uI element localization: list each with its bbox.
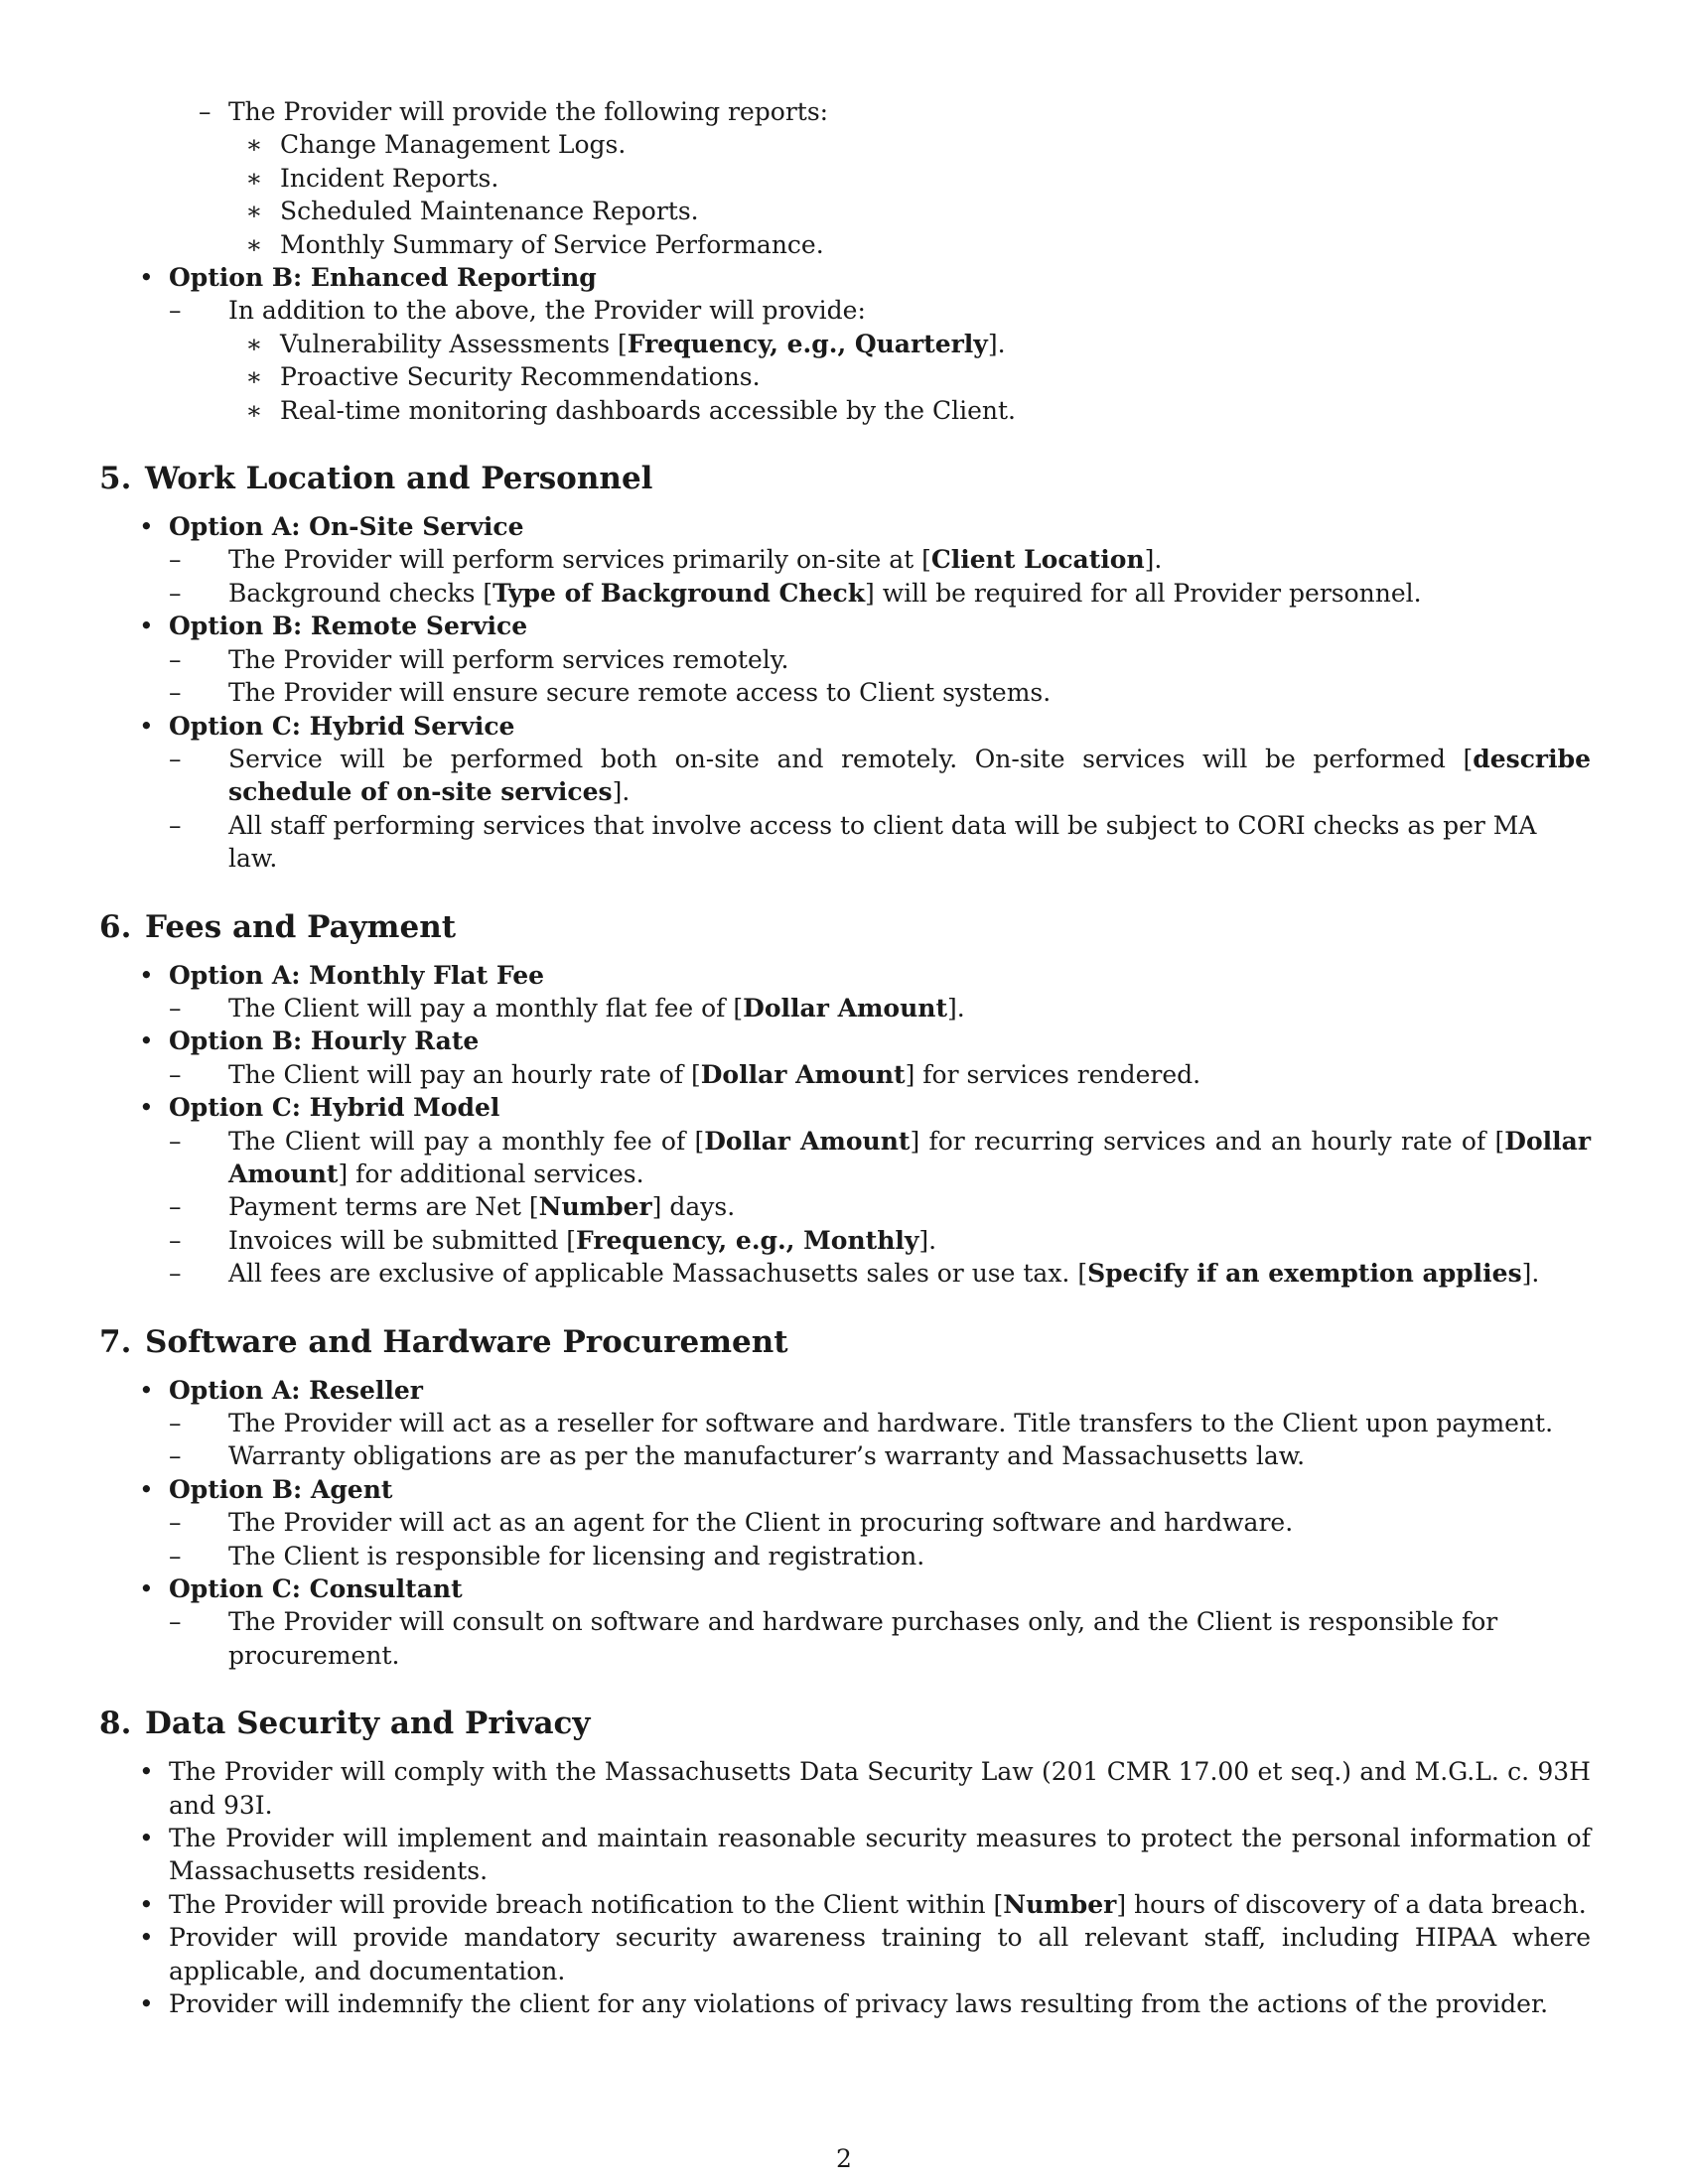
- dash-marker: –: [169, 810, 182, 840]
- list-item: [99, 1572, 1591, 1672]
- option-title: Option C: Hybrid Service: [169, 711, 515, 741]
- reports-sublist: [228, 128, 1591, 261]
- clause-list: [99, 1755, 1591, 2020]
- list-item: [169, 1439, 1591, 1472]
- list-text: The Provider will consult on software and hardware purchases only, and the Client is responsible for procurement.: [228, 1607, 1498, 1670]
- placeholder-field: Number: [538, 1192, 652, 1222]
- list-text: The Provider will comply with the Massachusetts Data Security Law (201 CMR 17.00 et seq.) and M.G.L. c. 93H and 93I.: [169, 1757, 1591, 1820]
- dash-marker: –: [169, 1508, 182, 1538]
- list-text: ].: [612, 777, 631, 807]
- list-item: [169, 743, 1591, 809]
- list-item: [169, 1506, 1591, 1539]
- option-title: Option B: Hourly Rate: [169, 1026, 480, 1056]
- list-text: ] for additional services.: [338, 1159, 644, 1188]
- bullet-marker: •: [139, 1474, 154, 1504]
- list-item: [169, 1190, 1591, 1223]
- list-text: Payment terms are Net [: [228, 1192, 539, 1222]
- report-item: Scheduled Maintenance Reports.: [280, 197, 699, 226]
- option-list: [99, 1374, 1591, 1673]
- report-item: Change Management Logs.: [280, 130, 627, 160]
- bullet-marker: •: [139, 1757, 154, 1787]
- placeholder-field: Client Location: [930, 545, 1145, 575]
- bullet-marker: •: [139, 1824, 154, 1853]
- report-item: Incident Reports.: [280, 163, 499, 193]
- list-item: [228, 162, 1591, 195]
- list-item: [228, 128, 1591, 161]
- list-item: [99, 510, 1591, 610]
- option-title: Option A: Reseller: [169, 1375, 423, 1405]
- list-item: [99, 1473, 1591, 1572]
- option-list: [99, 510, 1591, 875]
- star-marker: ∗: [245, 362, 263, 392]
- list-item: [169, 1407, 1591, 1439]
- list-item: [228, 360, 1591, 393]
- placeholder-field: Dollar Amount: [228, 1126, 1591, 1188]
- bullet-marker: •: [139, 263, 154, 293]
- placeholder-field: Type of Background Check: [492, 578, 866, 608]
- list-item: [169, 294, 1591, 427]
- list-text: Vulnerability Assessments [: [280, 329, 628, 358]
- list-text: ].: [1144, 545, 1163, 575]
- bullet-marker: •: [139, 960, 154, 990]
- dash-marker: –: [169, 744, 182, 773]
- list-text: The Provider will implement and maintain reasonable security measures to protect the personal information of Massachusetts residents.: [169, 1824, 1591, 1886]
- bullet-marker: •: [139, 1375, 154, 1405]
- reports-intro: The Provider will provide the following reports:: [228, 97, 829, 126]
- list-text: Background checks [: [228, 578, 493, 608]
- list-item: [99, 1091, 1591, 1290]
- list-text: Invoices will be submitted [: [228, 1225, 577, 1255]
- list-item: [169, 1224, 1591, 1257]
- list-text: ].: [947, 993, 965, 1023]
- dash-marker: –: [169, 1059, 182, 1089]
- list-text: The Provider will ensure secure remote access to Client systems.: [228, 678, 1052, 708]
- list-item: [228, 328, 1591, 360]
- list-item: [228, 228, 1591, 261]
- option-list: [99, 959, 1591, 1291]
- list-item: [99, 1374, 1591, 1473]
- section-title: Work Location and Personnel: [145, 461, 653, 497]
- option-sublist: [169, 1407, 1591, 1473]
- list-text: The Provider will act as a reseller for software and hardware. Title transfers to the Client upon payment.: [228, 1409, 1554, 1437]
- section-heading: [99, 459, 1591, 498]
- section-number: 8.: [99, 1706, 132, 1742]
- list-item: [169, 1605, 1591, 1672]
- dash-marker: –: [169, 1192, 182, 1222]
- report-item: Monthly Summary of Service Performance.: [280, 229, 824, 259]
- option-sublist: [169, 1605, 1591, 1672]
- bullet-marker: •: [139, 1923, 154, 1953]
- option-title: Option C: Hybrid Model: [169, 1093, 500, 1123]
- section-number: 5.: [99, 461, 132, 497]
- section-6: [99, 907, 1591, 1291]
- list-item: [169, 1257, 1591, 1290]
- list-item: [99, 1921, 1591, 1987]
- placeholder-field: describe schedule of on-site services: [228, 744, 1591, 807]
- list-item: [169, 577, 1591, 610]
- dash-marker: –: [169, 1607, 182, 1637]
- list-item: [99, 1822, 1591, 1888]
- placeholder-field: Specify if an exemption applies: [1087, 1259, 1522, 1289]
- list-item: [99, 1024, 1591, 1091]
- list-text: The Provider will perform services remotely.: [228, 644, 789, 674]
- list-item: [169, 1125, 1591, 1191]
- dash-marker: –: [169, 1126, 182, 1156]
- placeholder-field: Number: [1003, 1889, 1117, 1919]
- star-marker: ∗: [245, 329, 263, 358]
- section-title: Data Security and Privacy: [145, 1706, 591, 1742]
- option-title: Option B: Remote Service: [169, 612, 528, 641]
- list-item: [199, 95, 1591, 261]
- list-text: All staff performing services that involve access to client data will be subject to CORI checks as per MA law.: [228, 810, 1537, 874]
- list-text: The Provider will act as an agent for the Client in procuring software and hardware.: [228, 1508, 1294, 1538]
- list-text: ] for recurring services and an hourly rate of [: [910, 1126, 1505, 1156]
- bullet-marker: •: [139, 1989, 154, 2019]
- option-sublist: [169, 1058, 1591, 1091]
- list-item: [169, 643, 1591, 676]
- dash-marker: –: [169, 993, 182, 1023]
- list-text: All fees are exclusive of applicable Massachusetts sales or use tax. [: [228, 1259, 1088, 1289]
- list-text: ].: [1521, 1259, 1540, 1289]
- dash-marker: –: [169, 545, 182, 575]
- list-text: The Provider will provide breach notification to the Client within [: [169, 1889, 1004, 1919]
- section-title: Fees and Payment: [145, 908, 457, 945]
- list-item: [169, 543, 1591, 576]
- list-item: [169, 1540, 1591, 1572]
- bullet-marker: •: [139, 1026, 154, 1056]
- option-title: Option B: Enhanced Reporting: [169, 263, 597, 293]
- placeholder-field: Frequency, e.g., Monthly: [576, 1225, 919, 1255]
- list-item: [99, 1755, 1591, 1822]
- list-text: ] will be required for all Provider personnel.: [865, 578, 1422, 608]
- list-text: Provider will indemnify the client for any violations of privacy laws resulting from the actions of the provider.: [169, 1989, 1549, 2019]
- list-text: The Client will pay a monthly fee of [: [228, 1126, 705, 1156]
- dash-marker: –: [169, 1441, 182, 1471]
- list-item: [99, 710, 1591, 876]
- list-text: Warranty obligations are as per the manufacturer’s warranty and Massachusetts law.: [228, 1441, 1306, 1471]
- bullet-marker: •: [139, 1889, 154, 1919]
- option-sublist: [169, 1125, 1591, 1291]
- list-item: [169, 992, 1591, 1024]
- list-text: Real-time monitoring dashboards accessible by the Client.: [280, 395, 1017, 425]
- list-item: [228, 195, 1591, 227]
- dash-marker: –: [169, 644, 182, 674]
- dash-marker: –: [169, 1409, 182, 1437]
- dash-marker: –: [169, 1259, 182, 1289]
- list-text: The Client will pay a monthly flat fee of [: [228, 993, 744, 1023]
- reports-list: [199, 95, 1591, 261]
- section-title: Software and Hardware Procurement: [145, 1323, 788, 1360]
- list-text: ] hours of discovery of a data breach.: [1116, 1889, 1587, 1919]
- list-item: [169, 1058, 1591, 1091]
- placeholder-field: Dollar Amount: [743, 993, 947, 1023]
- list-text: The Client is responsible for licensing and registration.: [228, 1541, 925, 1570]
- option-title: Option A: Monthly Flat Fee: [169, 960, 545, 990]
- star-marker: ∗: [245, 130, 263, 160]
- list-text: ].: [987, 329, 1006, 358]
- dash-marker: –: [169, 1541, 182, 1570]
- list-text: The Client will pay an hourly rate of [: [228, 1059, 701, 1089]
- star-marker: ∗: [245, 395, 263, 425]
- placeholder-field: Dollar Amount: [700, 1059, 906, 1089]
- bullet-marker: •: [139, 711, 154, 741]
- page-number: 2: [836, 2144, 852, 2173]
- option-title: Option B: Agent: [169, 1474, 393, 1504]
- option-title: Option C: Consultant: [169, 1574, 463, 1604]
- option-sublist: [169, 743, 1591, 876]
- star-marker: ∗: [245, 229, 263, 259]
- list-text: Provider will provide mandatory security awareness training to all relevant staff, including HIPAA where applicable, and documentation.: [169, 1923, 1591, 1985]
- star-marker: ∗: [245, 197, 263, 226]
- option-sublist: [169, 294, 1591, 427]
- option-title: Option A: On-Site Service: [169, 512, 524, 542]
- section-8: [99, 1704, 1591, 2020]
- list-text: ].: [918, 1225, 937, 1255]
- list-item: [169, 809, 1591, 876]
- section-heading: [99, 907, 1591, 947]
- bullet-marker: •: [139, 512, 154, 542]
- option-sublist: [169, 992, 1591, 1024]
- option-sublist: [169, 643, 1591, 710]
- list-item: [99, 1987, 1591, 2020]
- list-text: ] days.: [651, 1192, 736, 1222]
- list-item: [99, 959, 1591, 1025]
- dash-marker: –: [169, 678, 182, 708]
- list-item: [228, 394, 1591, 427]
- list-text: In addition to the above, the Provider will provide:: [228, 296, 866, 326]
- list-text: Proactive Security Recommendations.: [280, 362, 761, 392]
- list-text: ] for services rendered.: [905, 1059, 1201, 1089]
- section-heading: [99, 1704, 1591, 1743]
- list-text: Service will be performed both on-site and remotely. On-site services will be performed [: [228, 744, 1474, 773]
- section-number: 7.: [99, 1323, 132, 1360]
- placeholder-field: Dollar Amount: [704, 1126, 911, 1156]
- section-heading: [99, 1322, 1591, 1362]
- list-item: [169, 676, 1591, 709]
- bullet-marker: •: [139, 1574, 154, 1604]
- list-item: [99, 261, 1591, 427]
- option-sublist: [169, 543, 1591, 610]
- star-marker: ∗: [245, 163, 263, 193]
- section-7: [99, 1322, 1591, 1673]
- bullet-marker: •: [139, 612, 154, 641]
- document-body: [99, 95, 1591, 2021]
- option-list: [99, 261, 1591, 427]
- list-item: [99, 610, 1591, 709]
- section-number: 6.: [99, 908, 132, 945]
- bullet-marker: •: [139, 1093, 154, 1123]
- placeholder-field: Frequency, e.g., Quarterly: [627, 329, 988, 358]
- dash-marker: –: [169, 1225, 182, 1255]
- dash-marker: –: [199, 97, 211, 126]
- list-text: The Provider will perform services primarily on-site at [: [228, 545, 931, 575]
- list-item: [99, 1888, 1591, 1921]
- dash-marker: –: [169, 296, 182, 326]
- enhanced-sublist: [228, 328, 1591, 427]
- option-sublist: [169, 1506, 1591, 1572]
- dash-marker: –: [169, 578, 182, 608]
- section-5: [99, 459, 1591, 875]
